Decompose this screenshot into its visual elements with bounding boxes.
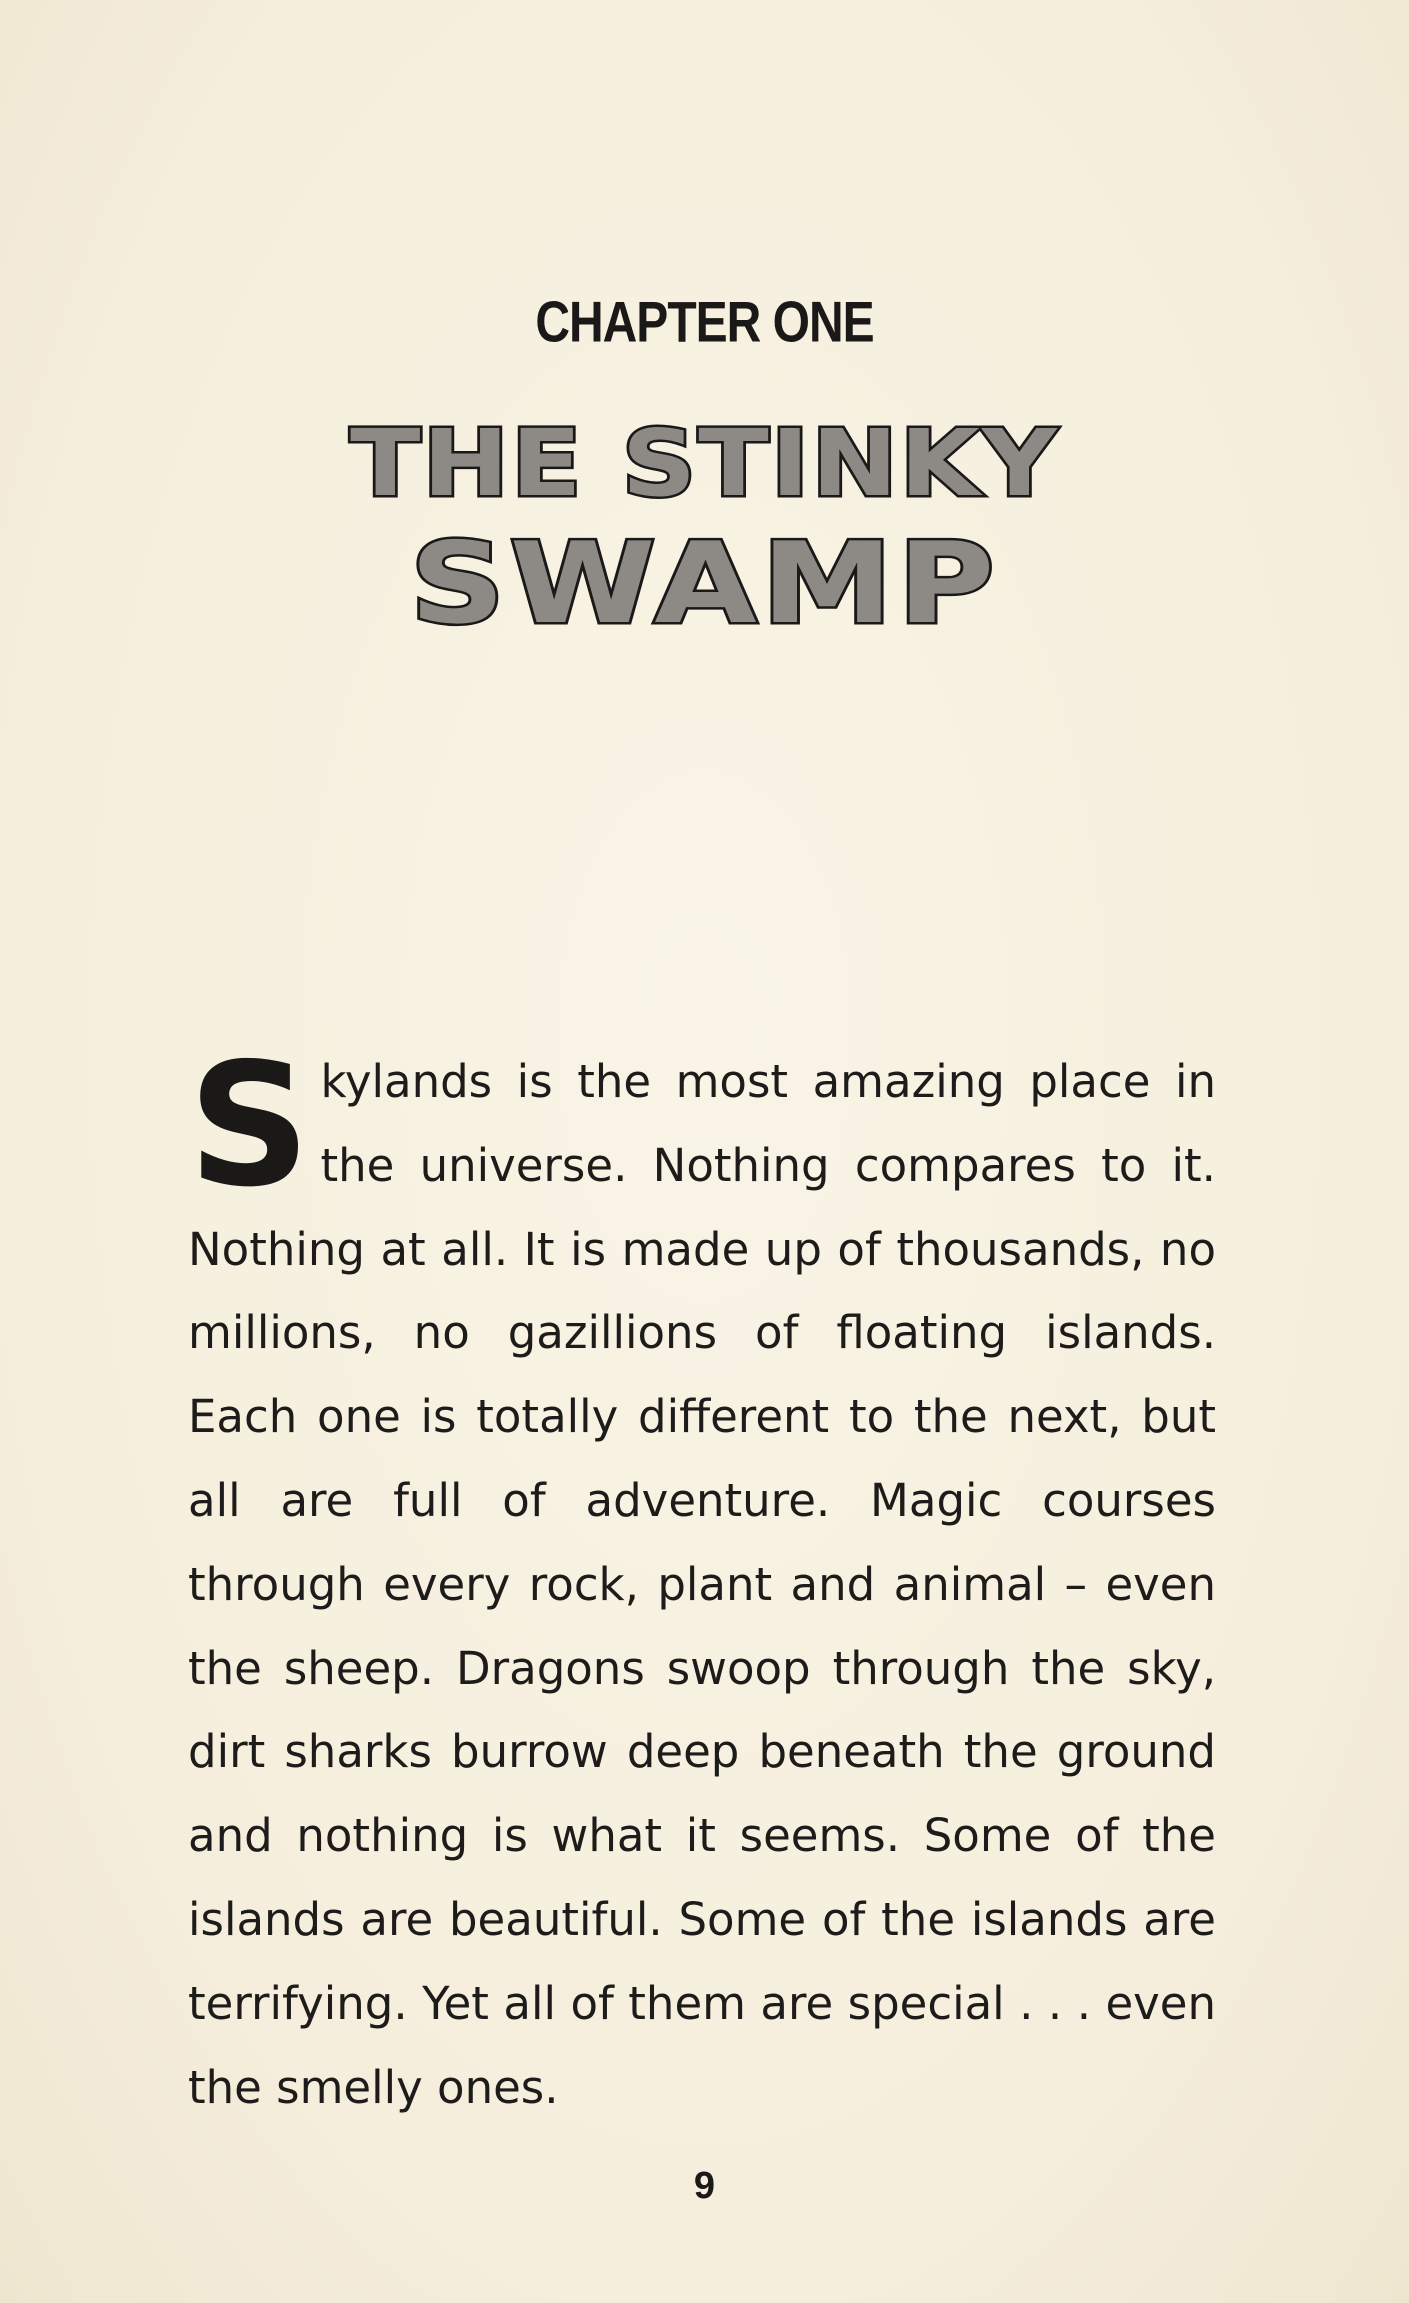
page-number: 9	[693, 2165, 716, 2207]
drop-cap: S	[188, 1027, 311, 1225]
body-paragraph	[188, 1027, 1216, 2129]
chapter-label: CHAPTER ONE	[535, 291, 874, 355]
body-text: kylands is the most amazing place in the universe. Nothing compares to it. Nothing at all. It is made up of thousands, no millions, no gazillions of floating islands. Each one is totally different to the next, but all are full of adventure. Magic courses through every rock, plant and animal – even the sheep. Dragons swoop through the sky, dirt sharks burrow deep beneath the ground and nothing is what it seems. Some of the islands are beautiful. Some of the islands are terrifying. Yet all of them are special . . . even the smelly ones.	[188, 1055, 1216, 2114]
chapter-title-line-2: SWAMP	[409, 519, 1000, 649]
chapter-title-line-1: THE STINKY	[350, 410, 1059, 517]
